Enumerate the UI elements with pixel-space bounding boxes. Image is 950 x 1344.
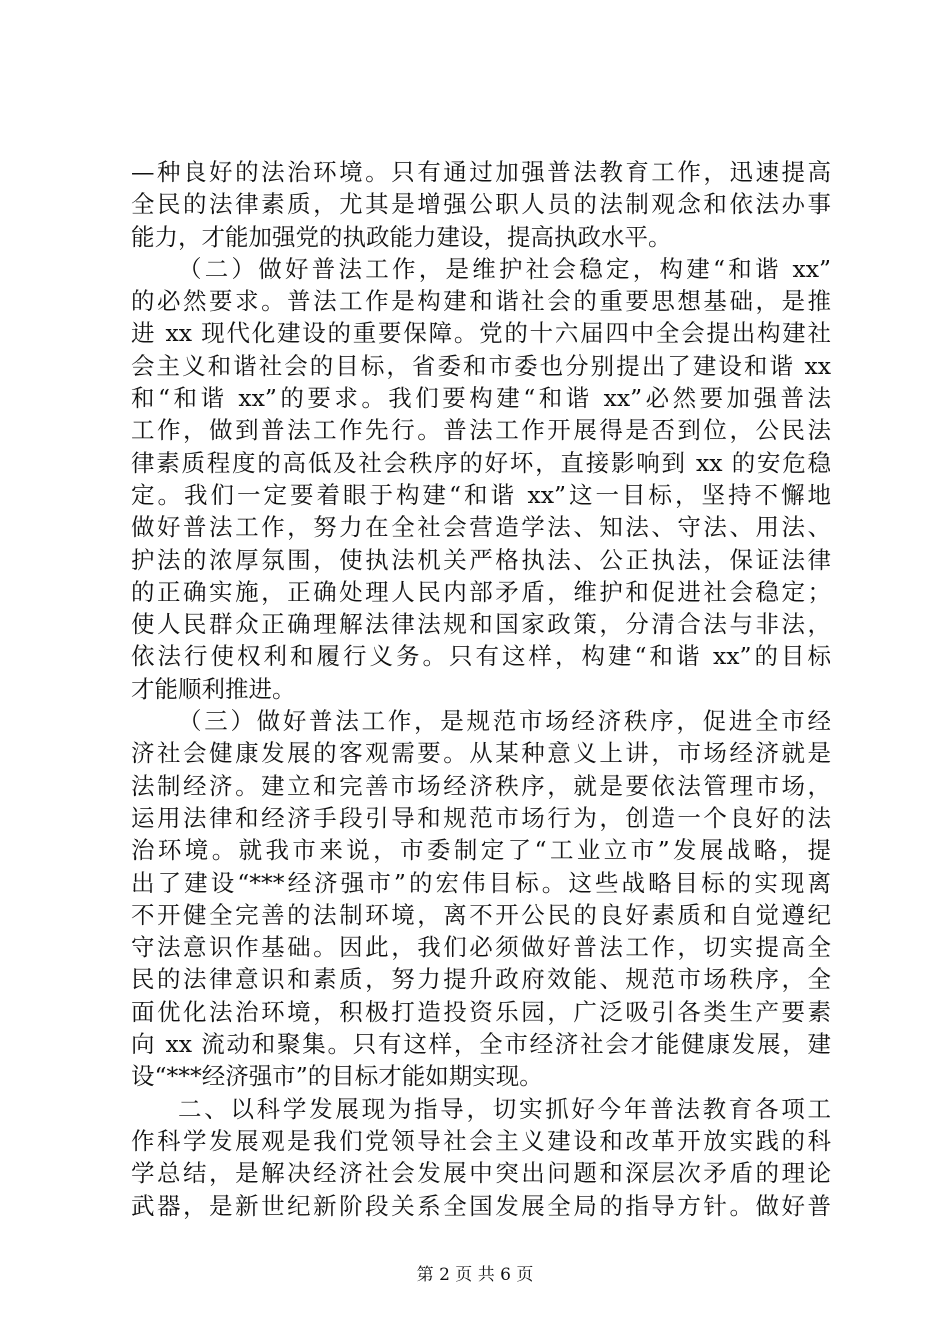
text-line: 工作，做到普法工作先行。普法工作开展得是否到位，公民法 — [131, 416, 831, 445]
text-line: 向 xx 流动和聚集。只有这样，全市经济社会才能健康发展，建 — [131, 1030, 831, 1059]
text-line: 依法行使权利和履行义务。只有这样，构建“和谐 xx”的目标 — [131, 642, 831, 671]
text-line: 和“和谐 xx”的要求。我们要构建“和谐 xx”必然要加强普法 — [131, 384, 831, 413]
text-line: 能力，才能加强党的执政能力建设，提高执政水平。 — [131, 222, 672, 251]
text-line: 法制经济。建立和完善市场经济秩序，就是要依法管理市场， — [131, 771, 831, 800]
page-number: 第 2 页 共 6 页 — [416, 1265, 534, 1285]
text-line: 出了建设“***经济强市”的宏伟目标。这些战略目标的实现离 — [131, 868, 831, 897]
text-line: 定。我们一定要着眼于构建“和谐 xx”这一目标，坚持不懈地 — [131, 480, 831, 509]
text-line: 运用法律和经济手段引导和规范市场行为，创造一个良好的法 — [131, 803, 831, 832]
text-line: 治环境。就我市来说，市委制定了“工业立市”发展战略，提 — [131, 836, 831, 865]
paragraph-heading-line: （二）做好普法工作，是维护社会稳定，构建“和谐 xx” — [178, 254, 831, 283]
text-line: 不开健全完善的法制环境，离不开公民的良好素质和自觉遵纪 — [131, 900, 831, 929]
text-line: 做好普法工作，努力在全社会营造学法、知法、守法、用法、 — [131, 513, 831, 542]
text-line: 设“***经济强市”的目标才能如期实现。 — [131, 1062, 543, 1091]
text-line: 面优化法治环境，积极打造投资乐园，广泛吸引各类生产要素 — [131, 997, 831, 1026]
text-line: 的必然要求。普法工作是构建和谐社会的重要思想基础，是推 — [131, 287, 831, 316]
text-line: 进 xx 现代化建设的重要保障。党的十六届四中全会提出构建社 — [131, 319, 831, 348]
paragraph-heading-line: （三）做好普法工作，是规范市场经济秩序，促进全市经 — [178, 707, 831, 736]
text-line: 的正确实施，正确处理人民内部矛盾，维护和促进社会稳定； — [131, 577, 831, 606]
text-line: 律素质程度的高低及社会秩序的好坏，直接影响到 xx 的安危稳 — [131, 448, 831, 477]
text-line: 全民的法律素质，尤其是增强公职人员的法制观念和依法办事 — [131, 190, 831, 219]
text-line: 武器，是新世纪新阶段关系全国发展全局的指导方针。做好普 — [131, 1191, 831, 1220]
section-heading-line: 二、以科学发展现为指导，切实抓好今年普法教育各项工 — [178, 1094, 831, 1123]
text-line: 作科学发展观是我们党领导社会主义建设和改革开放实践的科 — [131, 1126, 831, 1155]
text-line: 民的法律意识和素质，努力提升政府效能、规范市场秩序，全 — [131, 965, 831, 994]
text-line: 守法意识作基础。因此，我们必须做好普法工作，切实提高全 — [131, 933, 831, 962]
text-line: —种良好的法治环境。只有通过加强普法教育工作，迅速提高 — [131, 158, 831, 186]
text-line: 济社会健康发展的客观需要。从某种意义上讲，市场经济就是 — [131, 739, 831, 768]
text-line: 护法的浓厚氛围，使执法机关严格执法、公正执法，保证法律 — [131, 545, 831, 574]
text-line: 学总结，是解决经济社会发展中突出问题和深层次矛盾的理论 — [131, 1159, 831, 1188]
text-line: 会主义和谐社会的目标，省委和市委也分别提出了建设和谐 xx — [131, 351, 831, 380]
text-line: 使人民群众正确理解法律法规和国家政策，分清合法与非法， — [131, 610, 831, 639]
text-line: 才能顺利推进。 — [131, 674, 296, 703]
page-footer — [0, 1265, 950, 1285]
document-body — [131, 156, 831, 1222]
